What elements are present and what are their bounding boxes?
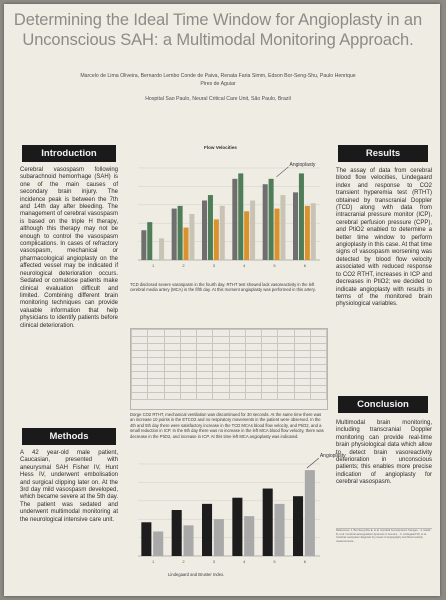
bar: [299, 173, 304, 260]
methods-heading: Methods: [22, 428, 116, 445]
bar: [189, 214, 194, 260]
bar: [238, 173, 243, 260]
bar: [172, 209, 177, 260]
introduction-text: Cerebral vasospasm following subarachnoid hemorrhage (SAH) is one of the main causes of secondary brain injury. The incidence peak is between the 7th and 14th day after bleeding. The management of cerebral vasospasm is based on the triple H therapy, although this therapy may not be enough to control the vasospasm complications. In cases of refractory vasospasm, mechanical or pharmacological angioplasty on the affected vessel may be indicated if neurological deterioration occurs. Sedated or comatose patients make clinical evaluation difficult and limited. Combining different brain monitoring techniques can provide valuable information that help physicians to identify patients before clinical deterioration.: [20, 167, 118, 329]
bar: [214, 519, 224, 556]
x-tick-label: 5: [273, 559, 276, 564]
results-text: The assay of data from cerebral blood flow velocities, Lindegaard index and response to CO2 transient hyperemia test (RTHT) obtained by transcranial Doppler (TCD) along with data from intracranial pressure monitor (ICP), cerebral perfusion pressure (CPP), and PtiO2 enabled to determine a better time window to perform angioplasty in this case. At that time signs of vasospasm worsening was detected by blood flow velocity associated with reduced response to CO2 RTHT, increases in ICP and decreases in PtiO2; we decided to indicate angioplasty with results in terms of the monitored brain physiological variables.: [336, 168, 432, 308]
bar: [184, 525, 194, 556]
methods-text: A 42 year-old male patient, Caucasian, presented with aneurysmal SAH Fisher IV, Hunt Hess IV, underwent embolisation and surgical clipping later on. At the 3rd day mild vasospasm developed, which became severe at the 5th day. The patient was sedated and underwent multimodal monitoring at the neurological intensive care unit.: [20, 450, 118, 523]
annotation-label: Angioplasty: [289, 161, 316, 168]
bar: [178, 206, 183, 260]
introduction-heading: Introduction: [22, 145, 116, 162]
bar: [159, 238, 164, 260]
bar: [244, 516, 254, 556]
table-row: [132, 344, 327, 351]
authors-line-1: Marcelo de Lima Oliveira, Bernardo Lembo Conde de Paiva, Renata Faria Simm, Edson Bor-Seng-Shu, Paulo Henrique: [80, 73, 356, 79]
data-table-grid: [131, 329, 327, 400]
results-heading: Results: [338, 145, 428, 162]
x-tick-label: 6: [303, 263, 306, 268]
annotation-label: Angioplasty: [319, 453, 346, 460]
table-row: [132, 393, 327, 400]
bar: [202, 504, 212, 556]
bar: [250, 200, 255, 260]
bar: [141, 230, 146, 260]
bar: [275, 209, 280, 260]
data-table: [130, 328, 328, 410]
table-row: [132, 351, 327, 358]
bar: [280, 195, 285, 260]
conclusion-text: Multimodal brain monitoring, including transcranial Doppler monitoring can provide real-time brain physiological data which allow to detect brain vasoreactivity deterioration in unconscious patients; this enables more precise indication of angioplasty for cerebral vasospasm.: [336, 420, 432, 486]
x-tick-label: 3: [212, 263, 215, 268]
table-row: [132, 337, 327, 344]
table-row: [132, 330, 327, 337]
authors: [20, 72, 416, 88]
bar: [153, 531, 163, 556]
x-tick-label: 1: [152, 559, 155, 564]
references: References: 1. Bor-Seng-Shu E, et al. Cerebral hemodynamic changes... 2. Aaslid R, et al. Cerebral autoregulation dynamics in humans... 3. Lindegaard KF, et al. Cerebral vasospasm diagnosis by means of angiography and blood velocity measurements...: [336, 528, 432, 571]
x-tick-label: 2: [182, 263, 185, 268]
institution: Hospital Sao Paulo, Neural Critical Care Unit, São Paulo, Brazil: [145, 96, 291, 102]
x-tick-label: 4: [243, 559, 246, 564]
x-tick-label: 5: [273, 263, 276, 268]
bar: [305, 206, 310, 260]
poster-title: [8, 10, 428, 50]
bar: [141, 522, 151, 556]
bar: [263, 184, 268, 260]
table-row: [132, 386, 327, 393]
annotation-arrow: [277, 167, 289, 177]
bar: [147, 222, 152, 260]
chart1-title: Flow Velocities: [204, 145, 237, 150]
chart1-caption: TCD disclosed severe vasospasm in the fourth day. RTHT test showed lack vasoreactivity in the left cerebral media artery (MCA) in the fifth day. At this moment angioplasty was performed in this artery.: [130, 282, 316, 293]
conclusion-heading: Conclusion: [338, 396, 428, 413]
title-line-1: Determining the Ideal Time Window for Angioplasty in an: [13, 11, 423, 29]
bar: [305, 470, 315, 556]
bar: [311, 203, 316, 260]
x-tick-label: 3: [212, 559, 215, 564]
x-tick-label: 2: [182, 559, 185, 564]
bar: [269, 179, 274, 260]
bar: [293, 192, 298, 260]
title-line-2: Unconscious SAH: a Multimodal Monitoring Approach.: [22, 31, 414, 49]
lindegaard-index-chart: [128, 452, 346, 568]
table-row: [132, 372, 327, 379]
bar: [293, 496, 303, 556]
flow-velocity-chart: [128, 150, 328, 270]
bar: [202, 200, 207, 260]
x-tick-label: 4: [243, 263, 246, 268]
chart2-caption: Lindegaard and Bruster Index.: [168, 572, 225, 577]
table-caption: Dorge CO2 RTHT, mechanical ventilation was discontinued for 30 seconds. At the same time there was an increase 10 points in the ETCO2 and no respiratory movements in the patient were observed. In the 4th and 5th day there were satisfactory increase in the TCD MCAs blood flow velocity, and PtiO2, and a small reduction in ICP. In the 6th day there was no increase in the left MCA blood flow velocity, there was decrease in the PtiO2, and increase in ICP. At this time left MCA angioplasty was indicated.: [130, 412, 324, 439]
bar: [172, 510, 182, 556]
bar: [244, 211, 249, 260]
bar: [275, 504, 285, 556]
authors-line-2: Pires de Aguiar: [200, 81, 236, 87]
bar: [214, 219, 219, 260]
bar: [184, 228, 189, 260]
bar: [263, 489, 273, 556]
table-row: [132, 379, 327, 386]
bar: [220, 206, 225, 260]
bar: [232, 179, 237, 260]
x-tick-label: 6: [303, 559, 306, 564]
table-row: [132, 365, 327, 372]
x-tick-label: 1: [152, 263, 155, 268]
annotation-arrow: [307, 458, 319, 468]
bar: [208, 195, 213, 260]
bar: [232, 498, 242, 556]
table-row: [132, 358, 327, 365]
